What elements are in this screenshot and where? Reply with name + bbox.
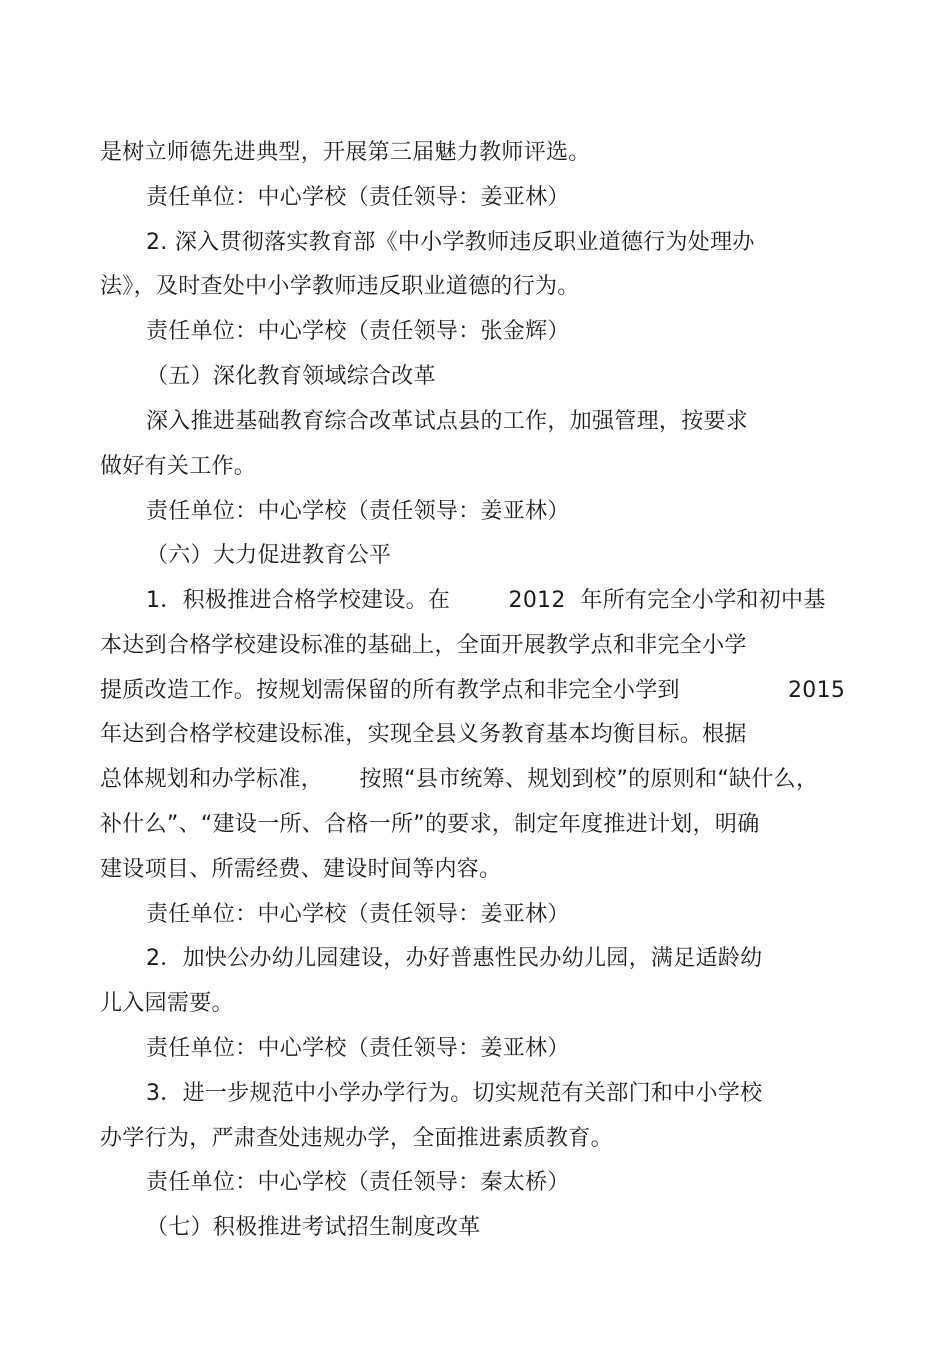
paragraph-line: 本达到合格学校建设标准的基础上，全面开展教学点和非完全小学 <box>100 633 747 658</box>
responsibility-line: 责任单位：中心学校（责任领导：姜亚林） <box>146 185 570 210</box>
section-heading: （六）大力促进教育公平 <box>146 543 392 568</box>
paragraph-line: 2．加快公办幼儿园建设，办好普惠性民办幼儿园，满足适龄幼 <box>146 946 763 971</box>
paragraph-line: 办学行为，严肃查处违规办学，全面推进素质教育。 <box>100 1126 613 1151</box>
paragraph-line: 1．积极推进合格学校建设。在 2012 年所有完全小学和初中基 <box>146 588 826 613</box>
responsibility-line: 责任单位：中心学校（责任领导：姜亚林） <box>146 1036 570 1061</box>
paragraph-line: 儿入园需要。 <box>100 991 234 1016</box>
paragraph-line: 法》，及时查处中小学教师违反职业道德的行为。 <box>100 274 580 299</box>
responsibility-line: 责任单位：中心学校（责任领导：秦太桥） <box>146 1170 570 1195</box>
paragraph-line: 提质改造工作。按规划需保留的所有教学点和非完全小学到 <box>100 678 680 703</box>
paragraph-line: 2. 深入贯彻落实教育部《中小学教师违反职业道德行为处理办 <box>146 230 755 255</box>
section-heading: （七）积极推进考试招生制度改革 <box>146 1215 481 1240</box>
paragraph-line: 做好有关工作。 <box>100 454 257 479</box>
responsibility-line: 责任单位：中心学校（责任领导：姜亚林） <box>146 499 570 524</box>
paragraph-line: 总体规划和办学标准， 按照“县市统筹、规划到校”的原则和“缺什么， <box>100 767 819 792</box>
paragraph-line: 建设项目、所需经费、建设时间等内容。 <box>100 857 502 882</box>
paragraph-line: 3．进一步规范中小学办学行为。切实规范有关部门和中小学校 <box>146 1081 763 1106</box>
responsibility-line: 责任单位：中心学校（责任领导：姜亚林） <box>146 902 570 927</box>
paragraph-line: 补什么”、“建设一所、合格一所”的要求，制定年度推进计划，明确 <box>100 812 760 837</box>
paragraph-line: 年达到合格学校建设标准，实现全县义务教育基本均衡目标。根据 <box>100 722 747 747</box>
responsibility-line: 责任单位：中心学校（责任领导：张金辉） <box>146 319 570 344</box>
paragraph-line: 深入推进基础教育综合改革试点县的工作，加强管理，按要求 <box>146 409 749 434</box>
paragraph-line: 是树立师德先进典型，开展第三届魅力教师评选。 <box>100 140 591 165</box>
section-heading: （五）深化教育领域综合改革 <box>146 364 436 389</box>
paragraph-line-year: 2015 <box>788 678 846 703</box>
